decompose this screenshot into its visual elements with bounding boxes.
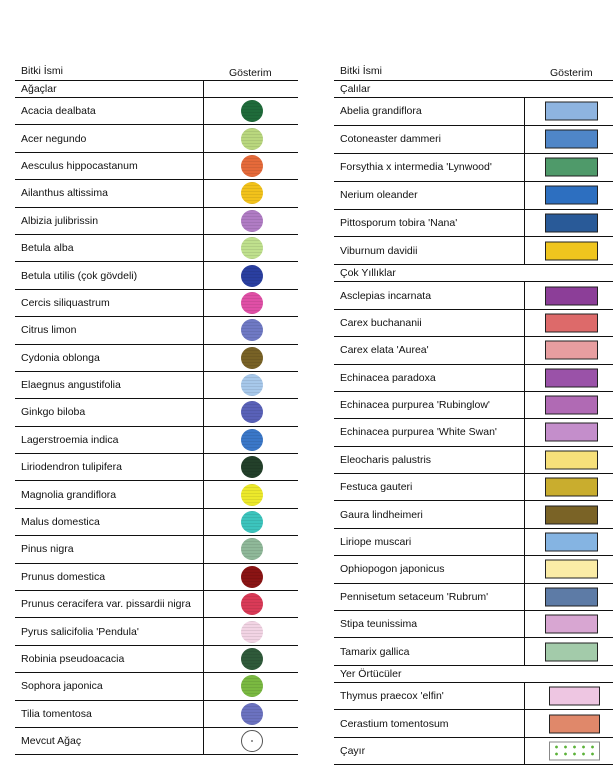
tree-symbol-circle bbox=[241, 401, 263, 423]
legend-row bbox=[15, 454, 298, 481]
legend-row bbox=[15, 208, 298, 235]
legend-row bbox=[334, 310, 613, 337]
plant-name: Tilia tomentosa bbox=[21, 707, 92, 720]
tree-legend-table bbox=[15, 60, 298, 755]
legend-row bbox=[334, 584, 613, 611]
plant-name: Betula alba bbox=[21, 242, 74, 255]
plant-name: Echinacea purpurea 'White Swan' bbox=[340, 426, 497, 439]
plant-symbol-swatch bbox=[545, 130, 598, 149]
column-header-symbol: Gösterim bbox=[550, 67, 593, 79]
legend-row bbox=[334, 126, 613, 154]
legend-row bbox=[15, 427, 298, 454]
legend-row bbox=[15, 509, 298, 536]
tree-symbol-circle bbox=[241, 237, 263, 259]
plant-name: Cercis siliquastrum bbox=[21, 296, 110, 309]
legend-row bbox=[15, 235, 298, 262]
legend-row bbox=[15, 673, 298, 700]
tree-symbol-circle bbox=[241, 675, 263, 697]
plant-symbol-swatch bbox=[545, 560, 598, 579]
plant-symbol-swatch bbox=[545, 478, 598, 497]
tree-symbol-circle bbox=[241, 319, 263, 341]
plant-name: Carex elata 'Aurea' bbox=[340, 344, 429, 357]
legend-row bbox=[334, 182, 613, 210]
plant-symbol-swatch bbox=[545, 587, 598, 606]
legend-row bbox=[334, 365, 613, 392]
plant-name: Sophora japonica bbox=[21, 680, 103, 693]
legend-row bbox=[15, 618, 298, 645]
table-header bbox=[334, 60, 613, 81]
legend-row bbox=[15, 180, 298, 207]
plant-name: Abelia grandiflora bbox=[340, 105, 422, 118]
plant-name: Cerastium tomentosum bbox=[340, 717, 449, 730]
plant-symbol-swatch bbox=[545, 214, 598, 233]
plant-name: Robinia pseudoacacia bbox=[21, 653, 125, 665]
legend-row bbox=[334, 474, 613, 501]
plant-name: Asclepias incarnata bbox=[340, 289, 432, 302]
legend-row bbox=[15, 262, 298, 289]
plant-name: Aesculus hippocastanum bbox=[21, 159, 138, 172]
tree-symbol-circle bbox=[241, 210, 263, 232]
plant-name: Elaegnus angustifolia bbox=[21, 379, 121, 392]
legend-row bbox=[334, 738, 613, 765]
legend-row bbox=[334, 529, 613, 556]
plant-symbol-swatch bbox=[545, 102, 598, 121]
tree-symbol-circle bbox=[241, 182, 263, 204]
section-label: Ağaçlar bbox=[21, 83, 57, 95]
column-header-name: Bitki İsmi bbox=[340, 65, 382, 77]
plant-symbol-swatch bbox=[545, 186, 598, 205]
plant-symbol-swatch bbox=[545, 313, 598, 332]
legend-row bbox=[15, 536, 298, 563]
legend-row bbox=[334, 556, 613, 583]
plant-name: Viburnum davidii bbox=[340, 244, 418, 257]
legend-row bbox=[334, 154, 613, 182]
section-label: Çok Yıllıklar bbox=[340, 267, 396, 280]
plant-name: Echinacea purpurea 'Rubinglow' bbox=[340, 399, 490, 412]
legend-row bbox=[334, 638, 613, 665]
legend-row bbox=[15, 153, 298, 180]
section-title bbox=[334, 265, 613, 282]
plant-name: Mevcut Ağaç bbox=[21, 735, 82, 748]
plant-name: Carex buchananii bbox=[340, 316, 422, 329]
plant-name: Prunus ceracifera var. pissardii nigra bbox=[21, 598, 191, 611]
column-header-name: Bitki İsmi bbox=[21, 65, 63, 77]
legend-row bbox=[334, 710, 613, 738]
plant-name: Forsythia x intermedia 'Lynwood' bbox=[340, 161, 492, 174]
plant-name: Pennisetum setaceum 'Rubrum' bbox=[340, 590, 489, 603]
legend-row bbox=[15, 564, 298, 591]
tree-symbol-circle bbox=[241, 703, 263, 725]
plant-symbol-swatch bbox=[545, 505, 598, 524]
table-header bbox=[15, 60, 298, 81]
column-header-symbol: Gösterim bbox=[229, 67, 272, 79]
tree-symbol-circle bbox=[241, 265, 263, 287]
legend-row bbox=[15, 591, 298, 618]
section-label: Yer Örtücüler bbox=[340, 667, 402, 680]
plant-name: Liriope muscari bbox=[340, 536, 412, 549]
plant-symbol-swatch bbox=[549, 742, 600, 761]
tree-rows bbox=[15, 98, 298, 755]
legend-row bbox=[15, 701, 298, 728]
tree-symbol-circle bbox=[241, 538, 263, 560]
plant-name: Nerium oleander bbox=[340, 189, 418, 202]
plant-name: Ophiopogon japonicus bbox=[340, 563, 445, 576]
legend-row bbox=[15, 728, 298, 755]
tree-symbol-circle bbox=[241, 648, 263, 670]
plant-symbol-swatch bbox=[549, 687, 600, 706]
plant-name: Eleocharis palustris bbox=[340, 453, 432, 466]
plant-symbol-swatch bbox=[545, 450, 598, 469]
plant-name: Betula utilis (çok gövdeli) bbox=[21, 269, 138, 282]
legend-row bbox=[15, 98, 298, 125]
plant-name: Pyrus salicifolia 'Pendula' bbox=[21, 625, 139, 638]
legend-sections bbox=[334, 81, 613, 765]
tree-symbol-circle bbox=[241, 374, 263, 396]
legend-row bbox=[15, 372, 298, 399]
tree-symbol-circle bbox=[241, 429, 263, 451]
plant-name: Gaura lindheimeri bbox=[340, 508, 423, 521]
plant-name: Echinacea paradoxa bbox=[340, 371, 436, 384]
plant-symbol-swatch bbox=[545, 423, 598, 442]
tree-symbol-circle bbox=[241, 456, 263, 478]
tree-symbol-circle bbox=[241, 128, 263, 150]
legend-row bbox=[334, 282, 613, 309]
plant-name: Albizia julibrissin bbox=[21, 214, 99, 227]
legend-row bbox=[334, 237, 613, 265]
legend-row bbox=[334, 683, 613, 711]
plant-name: Stipa teunissima bbox=[340, 618, 418, 631]
plant-symbol-swatch bbox=[545, 286, 598, 305]
plant-symbol-swatch bbox=[545, 533, 598, 552]
plant-name: Ginkgo biloba bbox=[21, 406, 86, 419]
center-dot bbox=[251, 740, 253, 742]
legend-row bbox=[15, 290, 298, 317]
plant-name: Acer negundo bbox=[21, 132, 87, 145]
plant-name: Festuca gauteri bbox=[340, 481, 413, 494]
tree-symbol-circle bbox=[241, 511, 263, 533]
legend-row bbox=[15, 399, 298, 426]
plant-name: Tamarix gallica bbox=[340, 645, 410, 658]
legend-row bbox=[334, 447, 613, 474]
shrub-perennial-legend-table bbox=[334, 60, 613, 765]
plant-symbol-swatch bbox=[545, 158, 598, 177]
plant-name: Pinus nigra bbox=[21, 543, 74, 556]
tree-symbol-circle bbox=[241, 100, 263, 122]
plant-name: Prunus domestica bbox=[21, 570, 106, 583]
section-title bbox=[334, 666, 613, 683]
legend-row bbox=[15, 481, 298, 508]
plant-symbol-swatch bbox=[545, 341, 598, 360]
plant-symbol-swatch bbox=[549, 714, 600, 733]
plant-symbol-swatch bbox=[545, 241, 598, 260]
plant-name: Cydonia oblonga bbox=[21, 351, 100, 364]
section-title bbox=[334, 81, 613, 98]
legend-row bbox=[15, 125, 298, 152]
plant-symbol-swatch bbox=[545, 396, 598, 415]
plant-name: Citrus limon bbox=[21, 324, 77, 337]
legend-row bbox=[334, 419, 613, 446]
legend-row bbox=[334, 98, 613, 126]
plant-symbol-swatch bbox=[545, 615, 598, 634]
section-title-trees bbox=[15, 81, 298, 98]
plant-name: Liriodendron tulipifera bbox=[21, 461, 122, 474]
tree-symbol-circle bbox=[241, 593, 263, 615]
plant-name: Lagerstroemia indica bbox=[21, 433, 119, 446]
section-label: Çalılar bbox=[340, 83, 371, 95]
plant-name: Thymus praecox 'elfin' bbox=[340, 690, 444, 703]
plant-symbol-swatch bbox=[545, 642, 598, 661]
plant-name: Çayır bbox=[340, 745, 366, 758]
plant-name: Cotoneaster dammeri bbox=[340, 133, 441, 146]
tree-symbol-circle bbox=[241, 155, 263, 177]
legend-row bbox=[334, 337, 613, 364]
legend-row bbox=[15, 317, 298, 344]
plant-name: Ailanthus altissima bbox=[21, 187, 108, 200]
tree-symbol-circle bbox=[241, 621, 263, 643]
legend-row bbox=[334, 210, 613, 238]
tree-symbol-circle bbox=[241, 484, 263, 506]
tree-symbol-circle bbox=[241, 566, 263, 588]
plant-symbol-swatch bbox=[545, 368, 598, 387]
tree-symbol-circle bbox=[241, 292, 263, 314]
plant-name: Pittosporum tobira 'Nana' bbox=[340, 217, 458, 229]
plant-name: Acacia dealbata bbox=[21, 105, 96, 118]
legend-row bbox=[334, 392, 613, 419]
plant-name: Malus domestica bbox=[21, 516, 100, 529]
legend-row bbox=[15, 646, 298, 673]
legend-row bbox=[334, 501, 613, 528]
legend-row bbox=[334, 611, 613, 638]
plant-name: Magnolia grandiflora bbox=[21, 488, 117, 501]
legend-row bbox=[15, 345, 298, 372]
tree-symbol-circle bbox=[241, 347, 263, 369]
